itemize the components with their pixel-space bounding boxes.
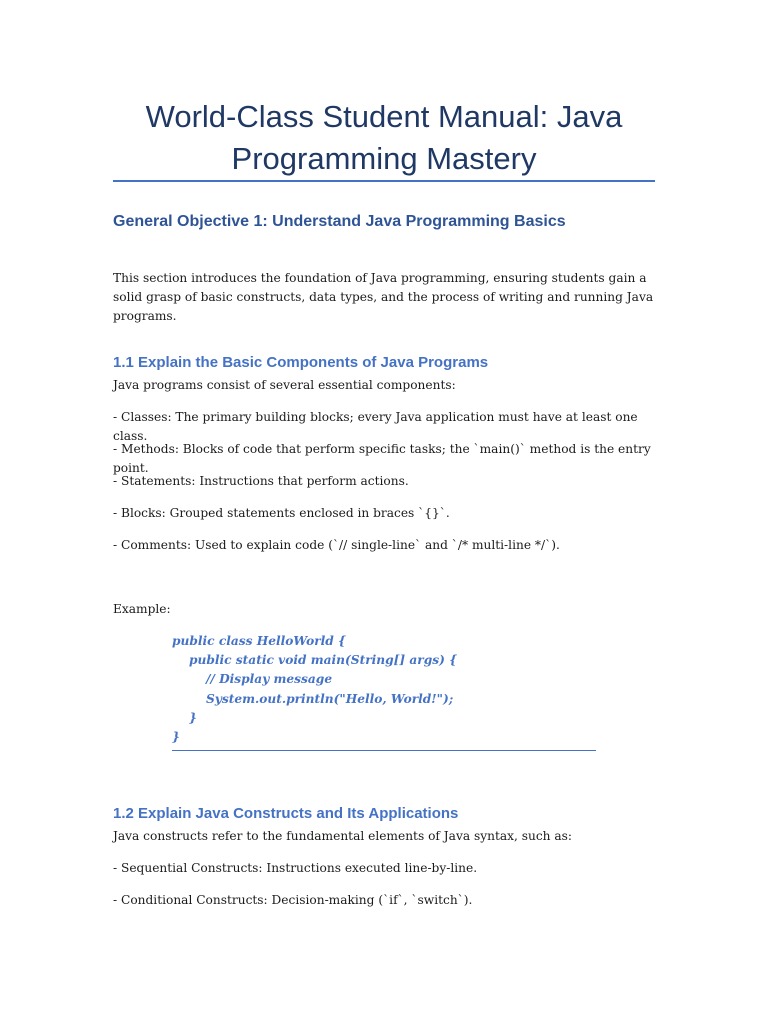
section-1-2-lead: Java constructs refer to the fundamental elements of Java syntax, such as: [113,829,573,843]
component-item-blocks: - Blocks: Grouped statements enclosed in braces `{}`. [113,506,450,520]
code-line: public static void main(String[] args) { [172,653,457,668]
code-example [172,632,596,747]
section-1-2-heading: 1.2 Explain Java Constructs and Its Applications [113,805,459,822]
intro-paragraph: This section introduces the foundation of Java programming, ensuring students gain a solid grasp of basic constructs, data types, and the process of writing and running Java programs. [113,271,654,323]
code-underline [172,750,596,751]
code-line: } [172,730,180,745]
code-line: System.out.println("Hello, World!"); [172,691,454,706]
code-line: public class HelloWorld { [172,634,346,648]
code-line: // Display message [172,672,333,687]
objective-heading: General Objective 1: Understand Java Programming Basics [113,213,566,230]
construct-item-conditional: - Conditional Constructs: Decision-making (`if`, `switch`). [113,893,473,907]
code-line: } [172,710,197,725]
section-1-1-lead: Java programs consist of several essential components: [113,378,456,392]
component-item-classes: - Classes: The primary building blocks; every Java application must have at least one class. [113,410,638,443]
example-label: Example: [113,602,171,616]
construct-item-sequential: - Sequential Constructs: Instructions executed line-by-line. [113,861,478,875]
component-item-statements: - Statements: Instructions that perform actions. [113,474,409,488]
document-title: World-Class Student Manual: Java Programming Mastery [145,99,623,176]
section-1-1-heading: 1.1 Explain the Basic Components of Java Programs [113,354,489,371]
component-item-methods: - Methods: Blocks of code that perform specific tasks; the `main()` method is the entry point. [113,442,651,475]
title-underline [113,180,655,182]
component-item-comments: - Comments: Used to explain code (`// single-line` and `/* multi-line */`). [113,538,560,552]
